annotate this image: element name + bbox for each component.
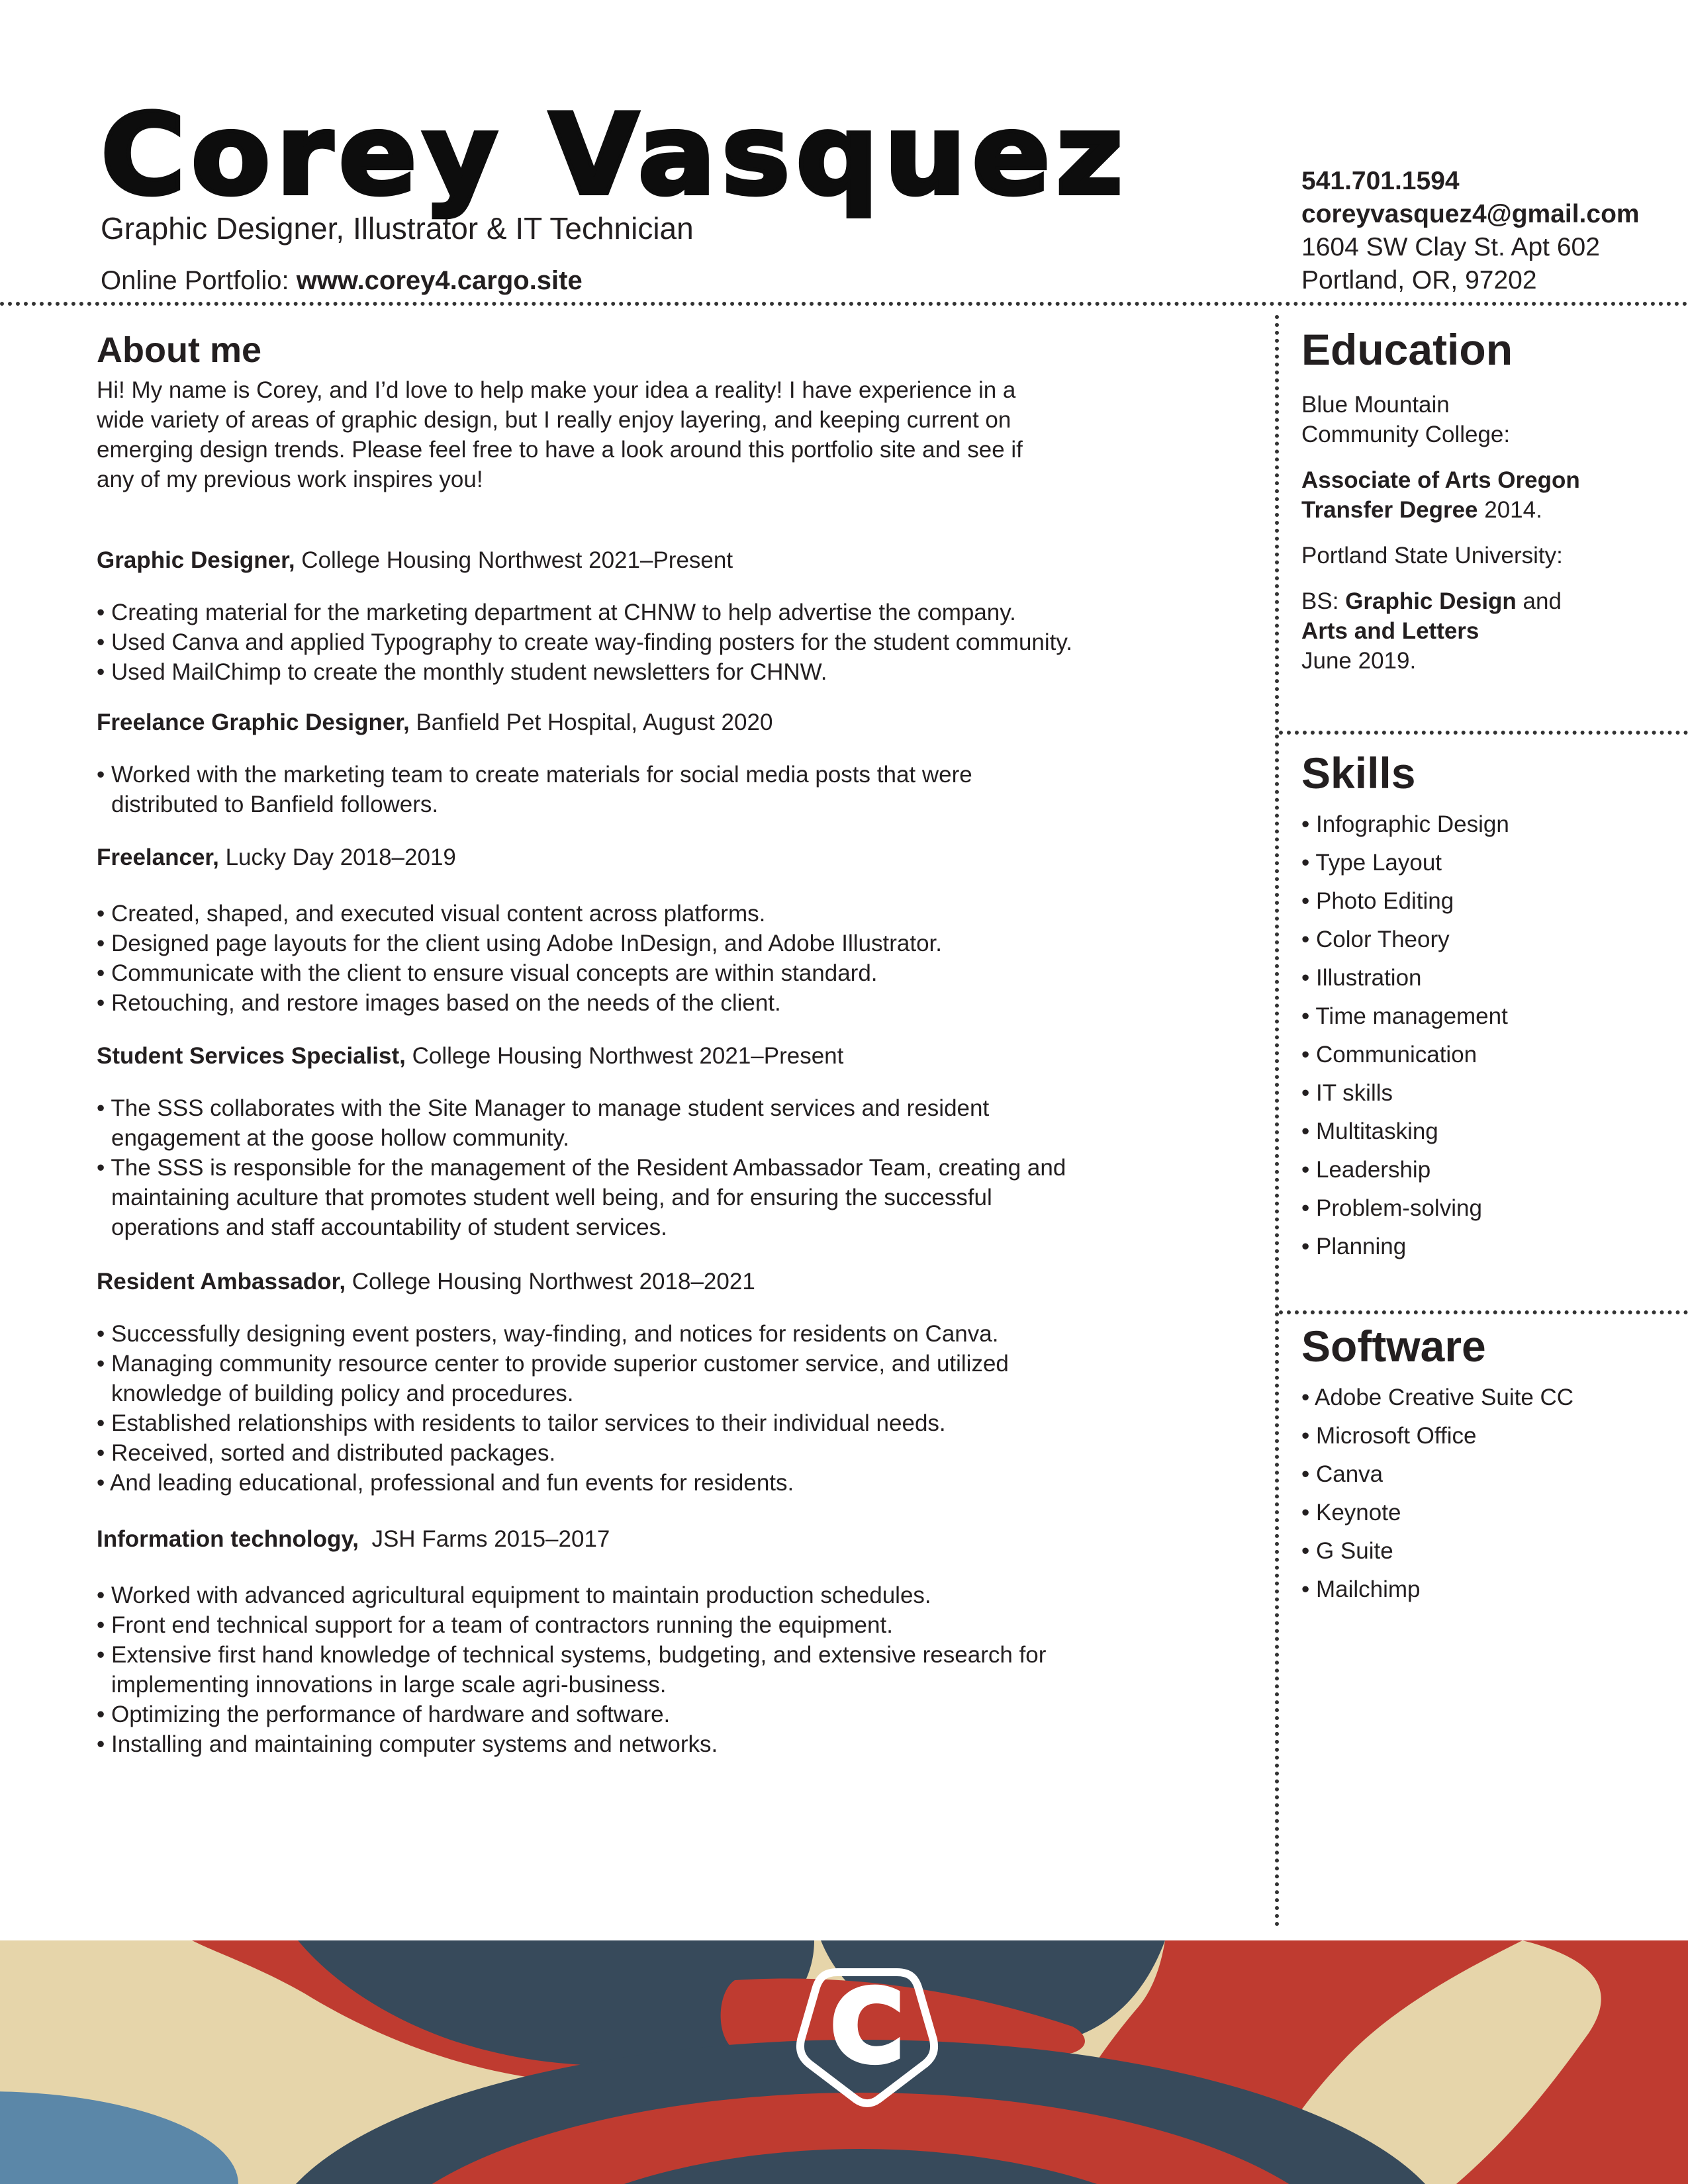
degree-line: Associate of Arts Oregon — [1301, 467, 1580, 493]
skills-heading: Skills — [1301, 749, 1416, 797]
job-heading — [97, 545, 1129, 575]
job-bullet: • Used MailChimp to create the monthly student newsletters for CHNW. — [97, 659, 827, 685]
skills-section — [1301, 749, 1672, 1266]
job-bullet: • Extensive first hand knowledge of technical systems, budgeting, and extensive research for implementing innovations in large scale agri-business. — [97, 1642, 1047, 1698]
school-line: Community College: — [1301, 421, 1511, 447]
degree-line — [1301, 495, 1672, 525]
education-heading: Education — [1301, 325, 1513, 374]
portfolio-line — [101, 266, 583, 296]
software-item: • Canva — [1301, 1461, 1383, 1487]
contact-phone[interactable]: 541.701.1594 — [1301, 167, 1460, 195]
job-bullet: • Communicate with the client to ensure visual concepts are within standard. — [97, 960, 878, 986]
contact-address-line2: Portland, OR, 97202 — [1301, 266, 1537, 295]
job-title: Information technology, — [97, 1526, 359, 1552]
footer-shapes — [0, 1940, 1688, 2184]
logo-letter: C — [830, 1970, 904, 2085]
job-entry — [97, 1267, 1129, 1498]
job-bullet: • Installing and maintaining computer systems and networks. — [97, 1731, 718, 1757]
job-bullets — [97, 899, 1129, 1018]
school-name: Portland State University: — [1301, 542, 1563, 569]
degree-date: June 2019. — [1301, 647, 1417, 674]
job-bullet: • Received, sorted and distributed packages. — [97, 1440, 556, 1466]
job-bullets — [97, 1093, 1076, 1242]
degree-prefix: BS: — [1301, 588, 1346, 614]
job-bullet: • Creating material for the marketing department at CHNW to help advertise the company. — [97, 600, 1016, 625]
job-bullet: • Worked with the marketing team to create materials for social media posts that were distributed to Banfield followers. — [97, 762, 972, 817]
job-bullet: • The SSS is responsible for the management of the Resident Ambassador Team, creating and maintaining aculture that promotes student well being, and for ensuring the successful operations and staff accountability of student services. — [97, 1155, 1066, 1240]
skill-item: • Illustration — [1301, 964, 1422, 991]
job-bullet: • The SSS collaborates with the Site Manager to manage student services and resident engagement at the goose hollow community. — [97, 1095, 990, 1151]
job-bullet: • Created, shaped, and executed visual content across platforms. — [97, 901, 766, 927]
skill-item: • Multitasking — [1301, 1118, 1438, 1144]
degree-line — [1301, 586, 1672, 616]
job-detail: College Housing Northwest 2021–Present — [405, 1043, 844, 1069]
job-bullet: • Designed page layouts for the client using Adobe InDesign, and Adobe Illustrator. — [97, 931, 942, 956]
degree-major: Arts and Letters — [1301, 617, 1479, 644]
contact-email[interactable]: coreyvasquez4@gmail.com — [1301, 200, 1640, 228]
contact-address-line1: 1604 SW Clay St. Apt 602 — [1301, 233, 1600, 261]
job-bullets — [97, 598, 1129, 687]
job-bullets — [97, 1580, 1103, 1759]
education-section — [1301, 326, 1672, 676]
skill-item: • Time management — [1301, 1003, 1508, 1029]
job-subtitle: Graphic Designer, Illustrator & IT Technician — [101, 211, 694, 246]
job-title: Resident Ambassador, — [97, 1269, 346, 1295]
degree-name: Transfer Degree — [1301, 496, 1478, 523]
job-title: Freelance Graphic Designer, — [97, 709, 410, 735]
job-detail: JSH Farms 2015–2017 — [359, 1526, 610, 1552]
about-section — [97, 331, 1129, 494]
degree-major: Graphic Design — [1345, 588, 1517, 614]
about-line: emerging design trends. Please feel free to have a look around this portfolio site and see if — [97, 437, 1023, 463]
job-entry — [97, 1524, 1129, 1759]
skills-software-divider — [1279, 1310, 1688, 1314]
skill-item: • Planning — [1301, 1233, 1407, 1259]
job-entry — [97, 1041, 1129, 1242]
software-item: • Adobe Creative Suite CC — [1301, 1384, 1574, 1410]
job-title: Student Services Specialist, — [97, 1043, 406, 1069]
skill-item: • Communication — [1301, 1041, 1477, 1068]
about-line: any of my previous work inspires you! — [97, 467, 483, 493]
job-bullet: • Used Canva and applied Typography to create way-finding posters for the student community. — [97, 629, 1072, 655]
skill-item: • IT skills — [1301, 1079, 1393, 1106]
skill-item: • Photo Editing — [1301, 887, 1454, 914]
job-bullet: • Optimizing the performance of hardware and software. — [97, 1702, 671, 1727]
job-entry — [97, 545, 1129, 687]
resume-name: Corey Vasquez — [101, 90, 1129, 220]
job-title: Graphic Designer, — [97, 547, 295, 573]
job-bullet: • Retouching, and restore images based on the needs of the client. — [97, 990, 781, 1016]
footer-artwork — [0, 1940, 1688, 2184]
degree — [1301, 465, 1672, 525]
job-heading — [97, 842, 1129, 872]
about-heading: About me — [97, 330, 261, 370]
job-bullet: • Successfully designing event posters, way-finding, and notices for residents on Canva. — [97, 1321, 999, 1347]
software-section — [1301, 1322, 1672, 1609]
education-skills-divider — [1279, 731, 1688, 735]
degree-and: and — [1516, 588, 1562, 614]
skill-item: • Infographic Design — [1301, 811, 1509, 837]
job-bullets — [97, 1319, 1103, 1498]
software-item: • G Suite — [1301, 1537, 1393, 1564]
about-line: wide variety of areas of graphic design, but I really enjoy layering, and keeping current on — [97, 407, 1011, 433]
school-name — [1301, 390, 1672, 449]
skill-item: • Problem-solving — [1301, 1195, 1482, 1221]
skills-list — [1301, 805, 1672, 1266]
job-bullet: • Worked with advanced agricultural equipment to maintain production schedules. — [97, 1582, 931, 1608]
software-item: • Keynote — [1301, 1499, 1401, 1525]
portfolio-link[interactable]: www.corey4.cargo.site — [296, 266, 583, 295]
job-entry — [97, 842, 1129, 1018]
job-bullets — [97, 760, 1023, 819]
job-heading — [97, 1041, 1129, 1071]
job-heading — [97, 1267, 1129, 1297]
school-line: Blue Mountain — [1301, 391, 1450, 418]
about-line: Hi! My name is Corey, and I’d love to help make your idea a reality! I have experience in a — [97, 377, 1016, 404]
job-entry — [97, 707, 1129, 819]
job-bullet: • And leading educational, professional and fun events for residents. — [97, 1470, 794, 1496]
job-detail: College Housing Northwest 2018–2021 — [346, 1269, 755, 1295]
portfolio-label: Online Portfolio: — [101, 266, 297, 295]
about-text — [97, 375, 1129, 494]
job-title: Freelancer, — [97, 844, 219, 870]
column-divider — [1275, 315, 1279, 1927]
job-heading — [97, 1524, 1129, 1554]
job-bullet: • Front end technical support for a team of contractors running the equipment. — [97, 1612, 893, 1638]
degree — [1301, 586, 1672, 676]
job-heading — [97, 707, 1129, 737]
skill-item: • Type Layout — [1301, 849, 1442, 876]
header-divider — [0, 302, 1688, 306]
software-heading: Software — [1301, 1322, 1486, 1371]
software-item: • Microsoft Office — [1301, 1422, 1477, 1449]
software-item: • Mailchimp — [1301, 1576, 1421, 1602]
job-detail: College Housing Northwest 2021–Present — [295, 547, 733, 573]
job-bullet: • Established relationships with residents to tailor services to their individual needs. — [97, 1410, 946, 1436]
job-detail: Lucky Day 2018–2019 — [218, 844, 456, 870]
skill-item: • Color Theory — [1301, 926, 1450, 952]
job-detail: Banfield Pet Hospital, August 2020 — [409, 709, 773, 735]
degree-year: 2014. — [1477, 496, 1542, 523]
software-list — [1301, 1379, 1672, 1609]
job-bullet: • Managing community resource center to provide superior customer service, and utilized knowledge of building policy and procedures. — [97, 1351, 1009, 1406]
skill-item: • Leadership — [1301, 1156, 1431, 1183]
